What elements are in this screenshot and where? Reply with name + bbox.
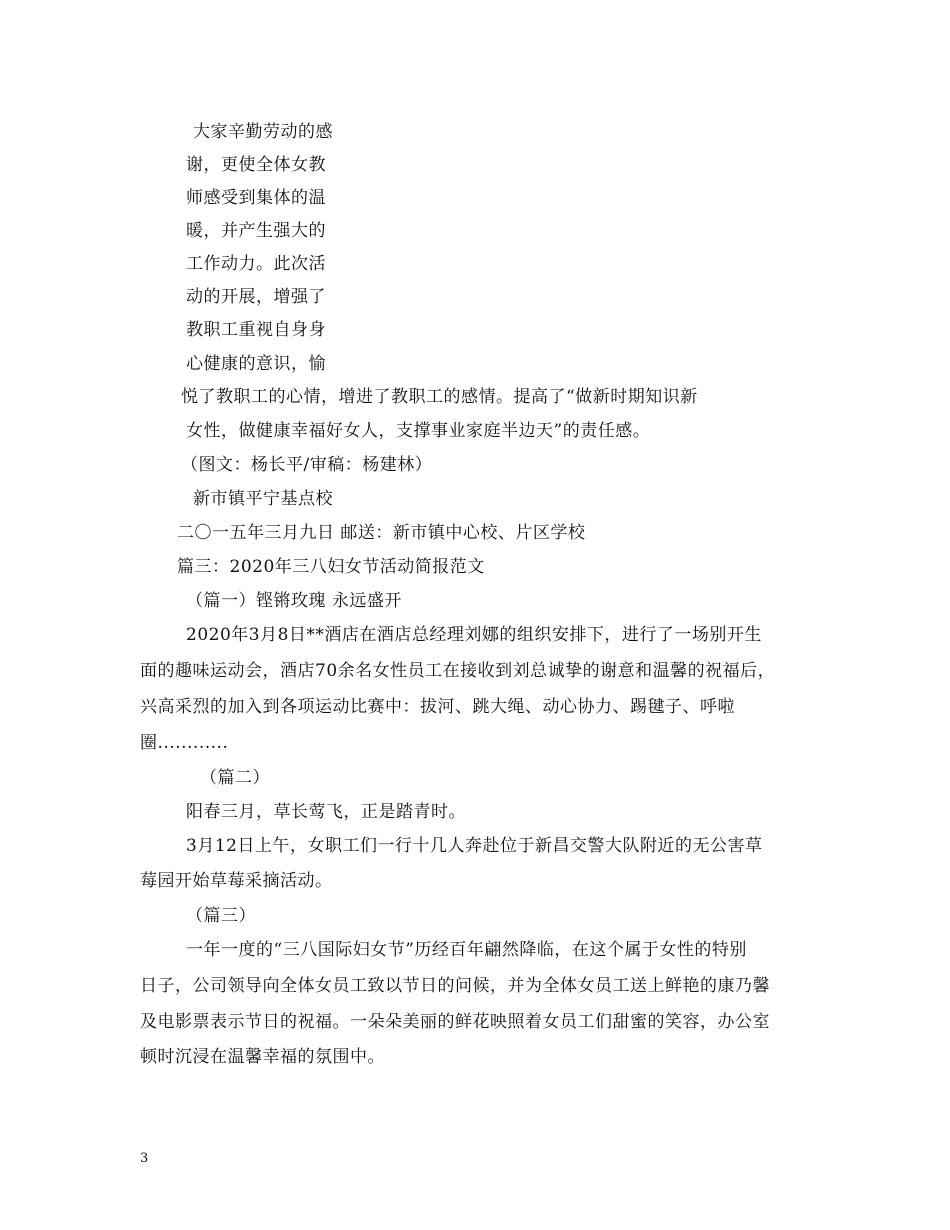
text-line: 工作动力。此次活	[186, 254, 326, 274]
paragraph-line: 圈............	[140, 733, 229, 753]
paragraph-line: 2020年3月8日**酒店在酒店总经理刘娜的组织安排下，进行了一场别开生	[186, 625, 762, 645]
paragraph-line: 面的趣味运动会，酒店70余名女性员工在接收到刘总诚挚的谢意和温馨的祝福后，	[140, 661, 776, 681]
paragraph-line: 莓园开始草莓采摘活动。	[140, 871, 333, 891]
text-line: 暖，并产生强大的	[186, 221, 326, 241]
paragraph-line: 日子，公司领导向全体女员工致以节日的问候，并为全体女员工送上鲜艳的康乃馨	[140, 976, 770, 996]
sub-article-title: （篇二）	[200, 768, 270, 788]
paragraph-line: 及电影票表示节日的祝福。一朵朵美丽的鲜花映照着女员工们甜蜜的笑容，办公室	[140, 1012, 770, 1032]
paragraph-line: 阳春三月，草长莺飞，正是踏青时。	[186, 802, 466, 822]
text-line: 女性，做健康幸福好女人，支撑事业家庭半边天”的责任感。	[186, 421, 651, 441]
page-number: 3	[140, 1151, 149, 1166]
text-line: 师感受到集体的温	[186, 188, 326, 208]
sub-article-title: （篇一）铿锵玫瑰 永远盛开	[186, 591, 402, 611]
section-heading: 篇三：2020年三八妇女节活动简报范文	[177, 557, 485, 577]
paragraph-line: 3月12日上午，女职工们一行十几人奔赴位于新昌交警大队附近的无公害草	[186, 836, 763, 856]
image-credit: （图文：杨长平/审稿：杨建林）	[181, 455, 433, 475]
text-line: 心健康的意识，愉	[186, 354, 326, 374]
paragraph-line: 顿时沉浸在温馨幸福的氛围中。	[140, 1047, 385, 1067]
text-line: 教职工重视自身身	[186, 320, 326, 340]
text-line: 大家辛勤劳动的感	[193, 122, 333, 142]
date-and-recipients: 二〇一五年三月九日 邮送：新市镇中心校、片区学校	[177, 523, 586, 543]
sub-article-title: （篇三）	[186, 906, 256, 926]
text-line: 动的开展，增强了	[186, 287, 326, 307]
paragraph-line: 兴高采烈的加入到各项运动比赛中：拔河、跳大绳、动心协力、踢毽子、呼啦	[140, 697, 735, 717]
text-line: 谢，更使全体女教	[186, 155, 326, 175]
paragraph-line: 一年一度的“三八国际妇女节”历经百年翩然降临，在这个属于女性的特别	[186, 940, 747, 960]
text-line: 悦了教职工的心情，增进了教职工的感情。提高了“做新时期知识新	[181, 387, 698, 407]
school-name: 新市镇平宁基点校	[193, 489, 333, 509]
